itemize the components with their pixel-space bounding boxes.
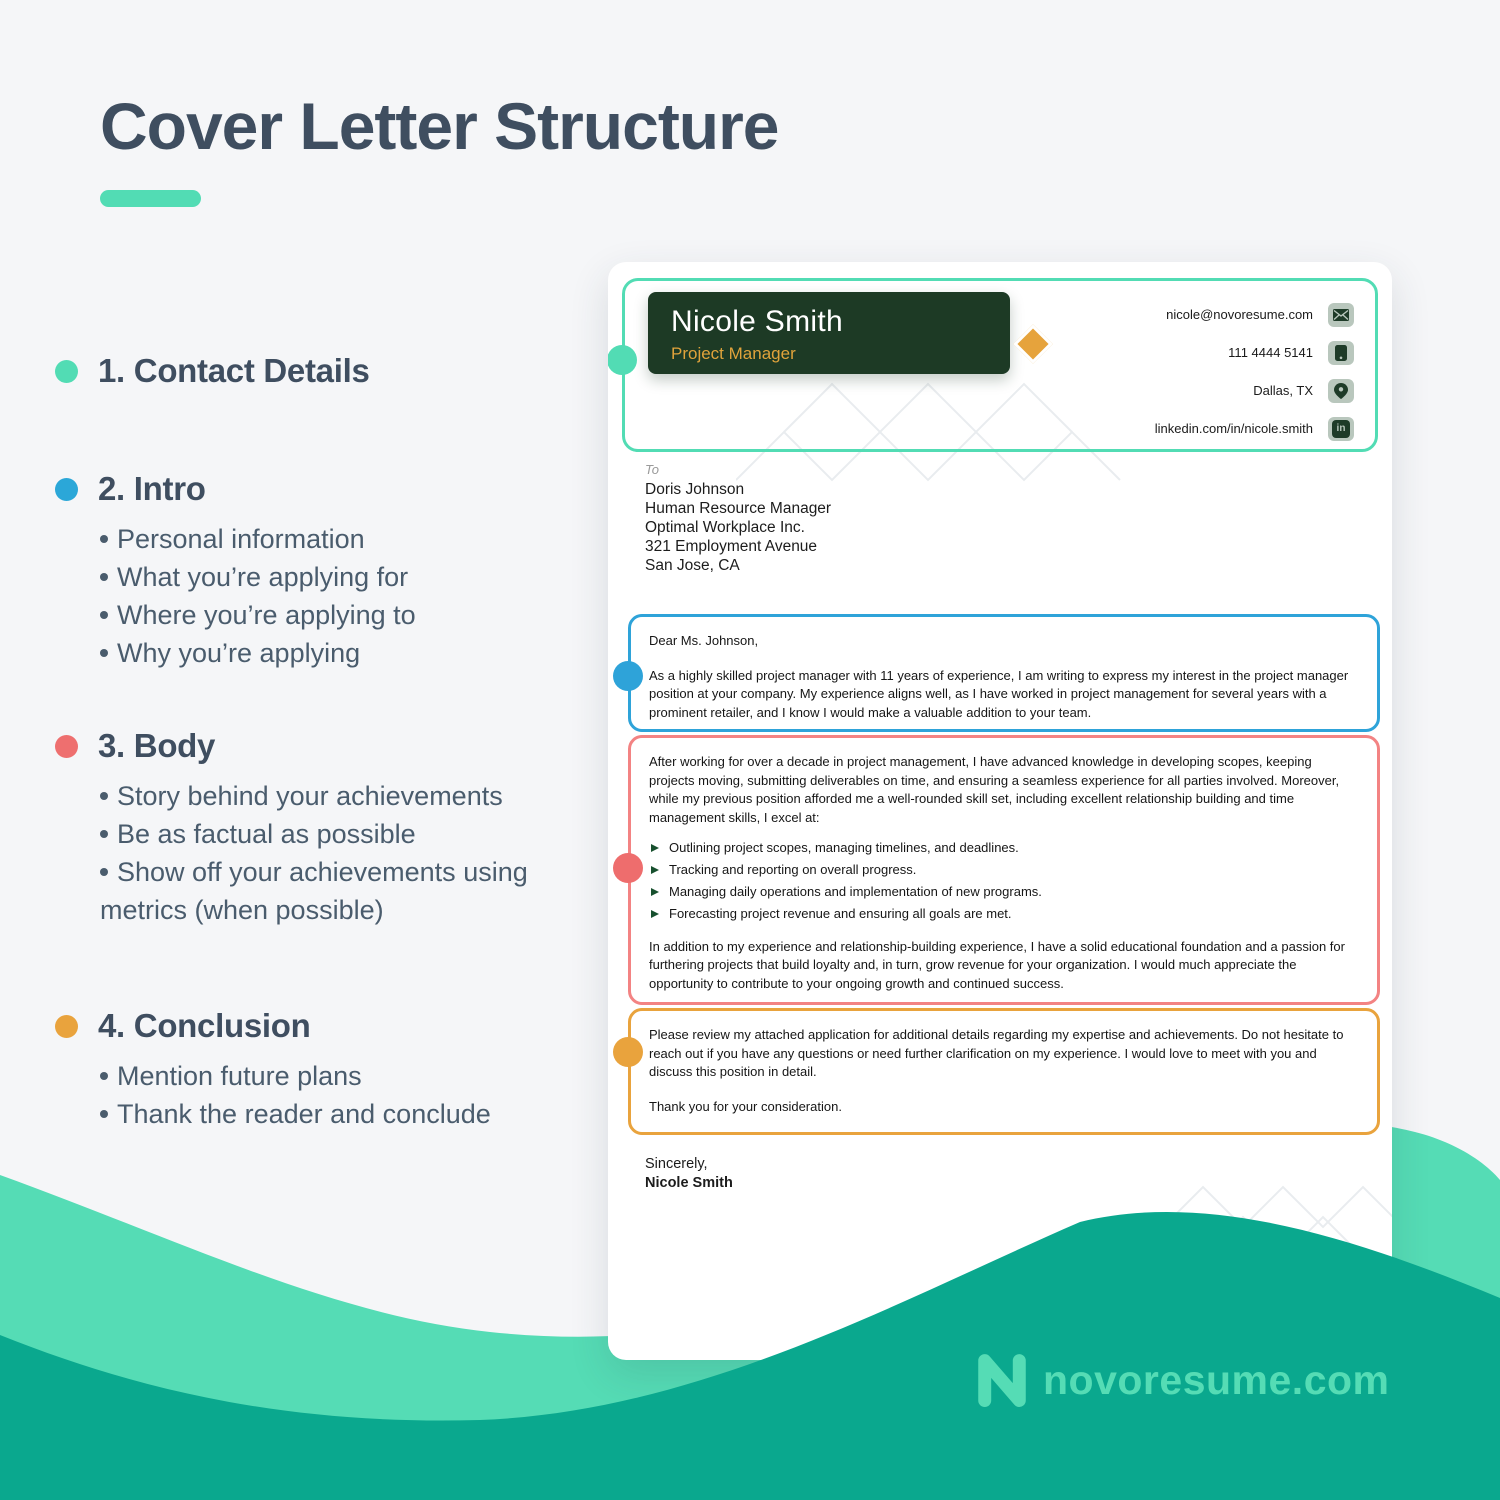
linkedin-icon: in xyxy=(1328,417,1354,441)
body-section-box xyxy=(628,735,1380,1005)
applicant-role: Project Manager xyxy=(671,344,796,363)
contact-row-linkedin xyxy=(1155,416,1354,441)
intro-section-box xyxy=(628,614,1380,732)
conclusion-paragraph-2: Thank you for your consideration. xyxy=(649,1098,842,1114)
linkedin-value: linkedin.com/in/nicole.smith xyxy=(1154,421,1313,436)
body-paragraph-2: In addition to my experience and relationship-building experience, I have a solid educational foundation and a passion for furthering projects that build loyalty and, in turn, grow revenue for your organization. I would much appreciate the opportunity to contribute to your ongoing growth and continued success. xyxy=(649,938,1345,991)
body-bullet-item: Tracking and reporting on overall progress. xyxy=(649,861,1359,880)
outline-sub-item: Story behind your achievements xyxy=(100,777,585,815)
contact-list xyxy=(1155,302,1354,454)
sub-bullet-dot xyxy=(100,611,108,619)
contact-row-phone xyxy=(1155,340,1354,365)
outline-sub-item: Thank the reader and conclude xyxy=(100,1095,585,1133)
outline-sub-item: Personal information xyxy=(100,520,585,558)
outline-sub-item: What you’re applying for xyxy=(100,558,585,596)
outline-heading-label: 4. Conclusion xyxy=(98,1007,311,1044)
contact-row-location xyxy=(1155,378,1354,403)
location-icon xyxy=(1328,379,1354,403)
outline-item-contact-details xyxy=(55,352,585,390)
triangle-bullet-icon xyxy=(651,844,659,852)
phone-value: 111 4444 5141 xyxy=(1228,345,1313,360)
conclusion-marker xyxy=(613,1037,643,1067)
brand-logo xyxy=(975,1352,1390,1408)
novoresume-n-icon xyxy=(975,1352,1029,1408)
contact-details-card xyxy=(622,278,1378,452)
outline-heading-label: 3. Body xyxy=(98,727,216,764)
recipient-name: Doris Johnson xyxy=(645,481,745,498)
intro-marker xyxy=(613,661,643,691)
body-marker xyxy=(613,853,643,883)
recipient-street: 321 Employment Avenue xyxy=(645,538,818,555)
recipient-block xyxy=(645,462,831,575)
sub-bullet-dot xyxy=(100,830,108,838)
sub-bullet-dot xyxy=(100,573,108,581)
location-value: Dallas, TX xyxy=(1253,383,1313,398)
body-bullet-list xyxy=(649,839,1359,924)
sub-bullet-dot xyxy=(100,649,108,657)
sub-bullet-dot xyxy=(100,868,108,876)
body-bullet-item: Forecasting project revenue and ensuring all goals are met. xyxy=(649,905,1359,924)
contact-details-marker xyxy=(608,345,637,375)
diamond-accent xyxy=(1013,324,1053,364)
outline-item-body xyxy=(55,727,585,929)
intro-paragraph: As a highly skilled project manager with 11 years of experience, I am writing to express my interest in the project manager position at your company. My experience aligns well, as I have worked in project management for several years with a prominent retailer, and I know I would make a valuable addition to your team. xyxy=(649,667,1349,720)
outline-sub-item: Why you’re applying xyxy=(100,634,585,672)
body-bullet-item: Outlining project scopes, managing timelines, and deadlines. xyxy=(649,839,1359,858)
outline-sub-item: Where you’re applying to xyxy=(100,596,585,634)
signoff-name: Nicole Smith xyxy=(645,1175,733,1191)
outline-item-intro xyxy=(55,470,585,672)
body-bullet-item: Managing daily operations and implementation of new programs. xyxy=(649,883,1359,902)
outline-sub-item: Show off your achievements using metrics (when possible) xyxy=(100,857,528,925)
page-title: Cover Letter Structure xyxy=(100,89,779,163)
phone-icon xyxy=(1328,341,1354,365)
contact-details-bullet xyxy=(55,360,78,383)
wave-dark-foreground xyxy=(0,1100,1500,1500)
conclusion-bullet xyxy=(55,1015,78,1038)
contact-row-email xyxy=(1155,302,1354,327)
signoff-closing: Sincerely, xyxy=(645,1156,708,1172)
recipient-city: San Jose, CA xyxy=(645,557,740,574)
email-value: nicole@novoresume.com xyxy=(1166,307,1313,322)
sub-bullet-dot xyxy=(100,1072,108,1080)
recipient-title: Human Resource Manager xyxy=(645,500,832,517)
outline-heading-label: 1. Contact Details xyxy=(98,352,370,389)
body-bullet xyxy=(55,735,78,758)
brand-label: novoresume.com xyxy=(1043,1356,1390,1403)
sub-bullet-dot xyxy=(100,792,108,800)
to-label: To xyxy=(645,462,659,477)
recipient-company: Optimal Workplace Inc. xyxy=(645,519,805,536)
triangle-bullet-icon xyxy=(651,910,659,918)
outline-sub-item: Be as factual as possible xyxy=(100,815,585,853)
triangle-bullet-icon xyxy=(651,888,659,896)
body-paragraph-1: After working for over a decade in project management, I have advanced knowledge in developing scopes, keeping projects moving, submitting deliverables on time, and ensuring a seamless experience for all parties involved. Moreover, while my previous position afforded me a well-rounded skill set, including excellent relationship building and time management skills, I excel at: xyxy=(649,754,1340,825)
triangle-bullet-icon xyxy=(651,866,659,874)
email-icon xyxy=(1328,303,1354,327)
outline-sub-item: Mention future plans xyxy=(100,1057,585,1095)
applicant-name: Nicole Smith xyxy=(671,305,843,338)
outline-heading-label: 2. Intro xyxy=(98,470,206,507)
salutation: Dear Ms. Johnson, xyxy=(649,633,759,648)
intro-bullet xyxy=(55,478,78,501)
sub-bullet-dot xyxy=(100,535,108,543)
conclusion-paragraph-1: Please review my attached application for additional details regarding my expertise and achievements. Do not hesitate to reach out if you have any questions or need further clarification on my experience. I would love to meet with you and discuss this position in detail. xyxy=(649,1027,1344,1079)
name-box xyxy=(648,292,1010,374)
title-underline xyxy=(100,190,201,207)
